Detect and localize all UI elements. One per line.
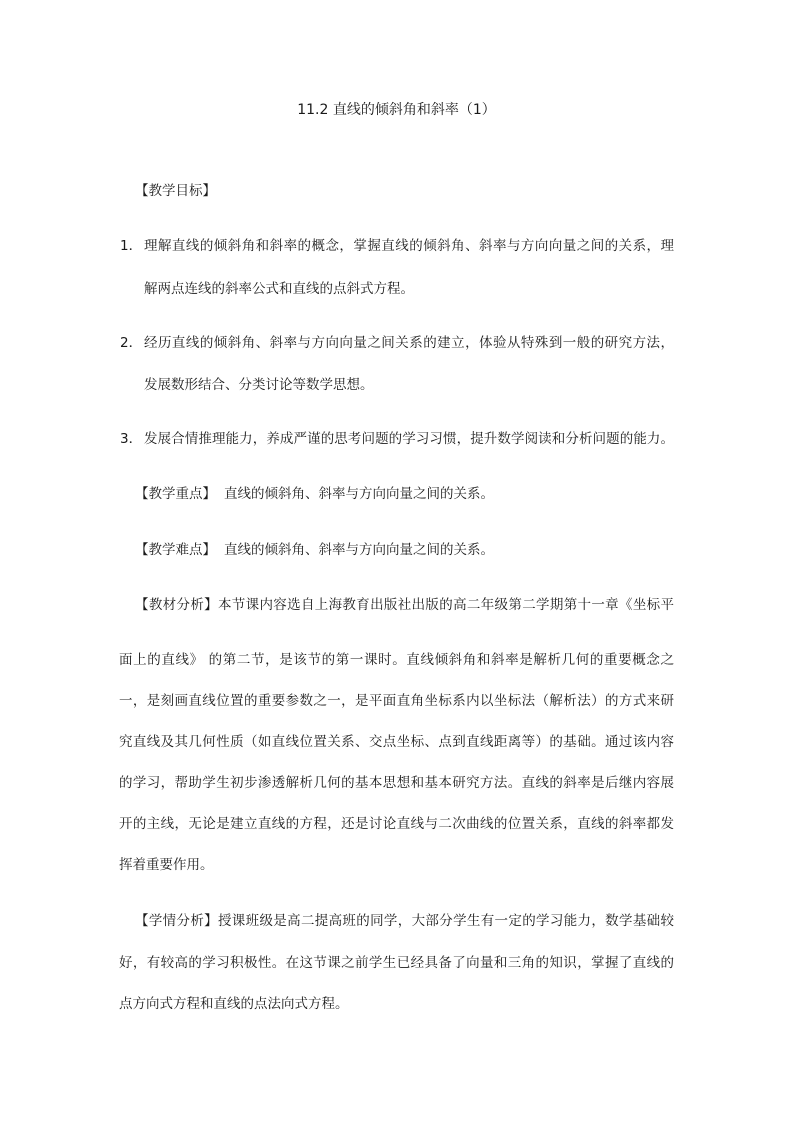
objective-3-number: 3． xyxy=(120,431,143,447)
student-analysis-line-3: 点方向式方程和直线的点法向式方程。 xyxy=(119,996,349,1012)
difficult-point-label: 【教学难点】 xyxy=(135,542,216,558)
textbook-analysis-line-5: 的学习，帮助学生初步渗透解析几何的基本思想和基本研究方法。直线的斜率是后继内容展 xyxy=(119,775,674,791)
objectives-heading: 【教学目标】 xyxy=(135,183,216,199)
objective-2-line-2: 发展数形结合、分类讨论等数学思想。 xyxy=(144,377,374,393)
objective-3-line-1: 发展合情推理能力，养成严谨的思考问题的学习习惯，提升数学阅读和分析问题的能力。 xyxy=(144,431,674,447)
objective-2-number: 2． xyxy=(120,335,143,351)
document-title: 11.2 直线的倾斜角和斜率（1） xyxy=(297,102,496,118)
textbook-analysis-line-6: 开的主线，无论是建立直线的方程，还是讨论直线与二次曲线的位置关系，直线的斜率都发 xyxy=(119,816,674,832)
textbook-analysis-line-3: 一，是刻画直线位置的重要参数之一，是平面直角坐标系内以坐标法（解析法）的方式来研 xyxy=(119,693,674,709)
textbook-analysis-line-4: 究直线及其几何性质（如直线位置关系、交点坐标、点到直线距离等）的基础。通过该内容 xyxy=(119,734,674,750)
key-point-label: 【教学重点】 xyxy=(135,486,216,502)
objective-1-line-2: 解两点连线的斜率公式和直线的点斜式方程。 xyxy=(144,281,414,297)
student-analysis-line-2: 好，有较高的学习积极性。在这节课之前学生已经具备了向量和三角的知识，掌握了直线的 xyxy=(119,955,674,971)
textbook-analysis-line-7: 挥着重要作用。 xyxy=(119,857,214,873)
objective-1-number: 1． xyxy=(120,238,143,254)
objective-1-line-1: 理解直线的倾斜角和斜率的概念，掌握直线的倾斜角、斜率与方向向量之间的关系，理 xyxy=(144,238,674,254)
difficult-point-text: 直线的倾斜角、斜率与方向向量之间的关系。 xyxy=(224,542,494,558)
key-point-text: 直线的倾斜角、斜率与方向向量之间的关系。 xyxy=(224,486,494,502)
objective-2-line-1: 经历直线的倾斜角、斜率与方向向量之间关系的建立，体验从特殊到一般的研究方法， xyxy=(144,335,674,351)
textbook-analysis-line-2: 面上的直线》 的第二节，是该节的第一课时。直线倾斜角和斜率是解析几何的重要概念之 xyxy=(119,652,674,668)
textbook-analysis-line-1: 【教材分析】本节课内容选自上海教育出版社出版的高二年级第二学期第十一章《坐标平 xyxy=(135,597,674,613)
student-analysis-line-1: 【学情分析】授课班级是高二提高班的同学，大部分学生有一定的学习能力，数学基础较 xyxy=(135,913,674,929)
